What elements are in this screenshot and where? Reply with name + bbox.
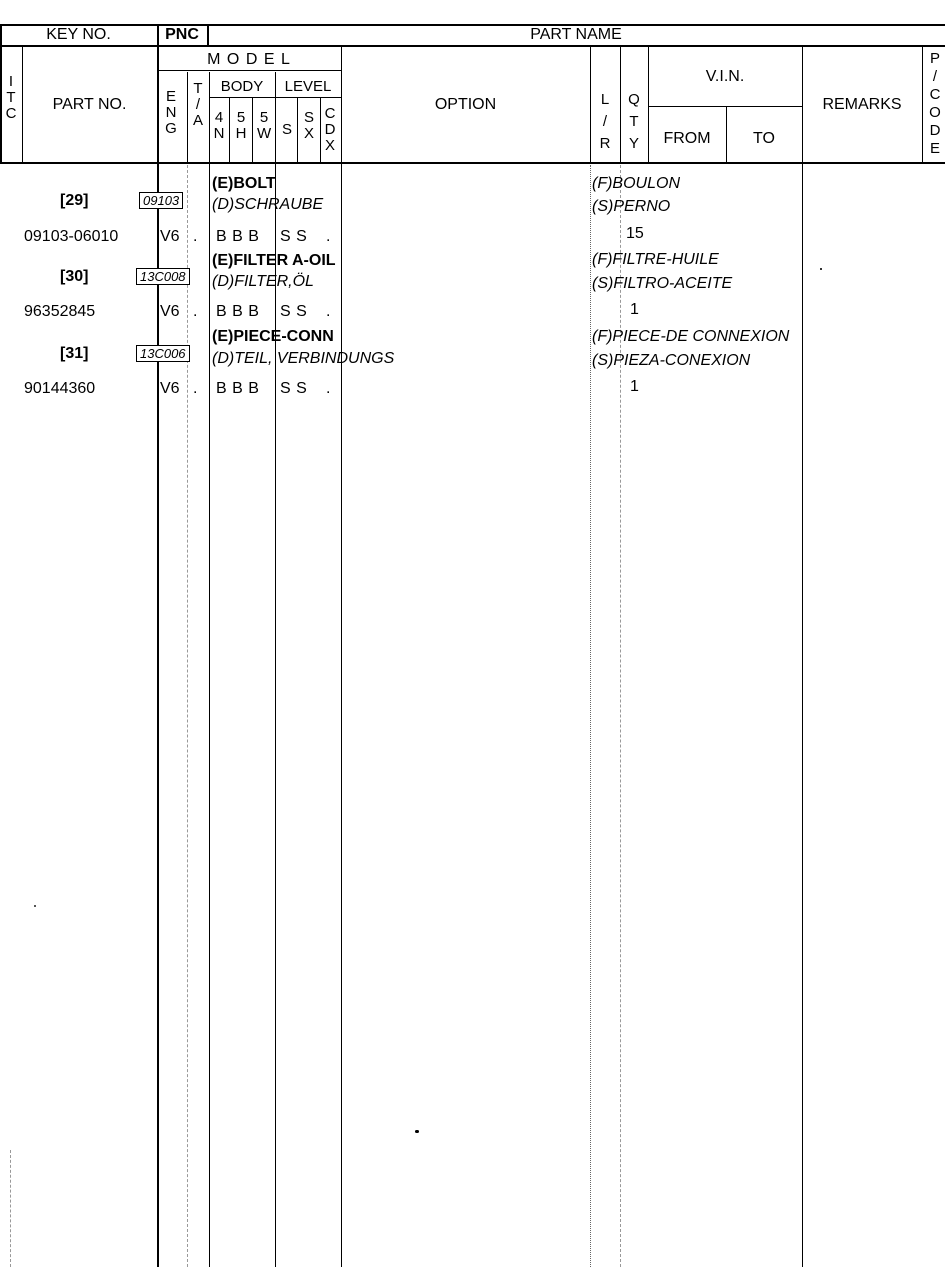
scan-speck xyxy=(415,1130,419,1133)
part-name-spanish: (S)FILTRO-ACEITE xyxy=(592,275,733,292)
to-header: TO xyxy=(753,130,775,147)
col-option-right xyxy=(590,45,591,163)
model-header: M O D E L xyxy=(207,51,291,68)
level-header: LEVEL xyxy=(284,78,332,95)
part-name-english: (E)BOLT xyxy=(212,175,276,192)
body-codes: B B B xyxy=(216,380,259,397)
itc-header: I T C xyxy=(5,73,17,122)
lr-header: L / R xyxy=(599,91,611,152)
col-lr-right xyxy=(620,45,621,163)
col-option-left xyxy=(341,45,342,1267)
part-name-spanish: (S)PIEZA-CONEXION xyxy=(592,352,751,369)
key-no: [29] xyxy=(60,192,89,209)
scan-speck xyxy=(34,905,36,907)
pnc-code: 09103 xyxy=(139,192,183,209)
part-no-header: PART NO. xyxy=(52,96,127,113)
model-rule xyxy=(157,70,341,71)
body-5h-header: 5 H xyxy=(235,109,247,142)
pnc-code: 13C006 xyxy=(136,345,190,362)
cdx-code: . xyxy=(326,303,331,320)
col-pnc-left xyxy=(157,24,159,1267)
from-header: FROM xyxy=(663,130,711,147)
ta-header: T / A xyxy=(192,80,203,129)
col-remarks-right xyxy=(922,45,923,163)
body-left-faint xyxy=(10,1150,11,1267)
body-5w-header: 5 W xyxy=(257,109,272,142)
quantity: 1 xyxy=(630,378,639,395)
body-header: BODY xyxy=(220,78,264,95)
ta-code: . xyxy=(193,303,198,320)
part-name-spanish: (S)PERNO xyxy=(592,198,671,215)
part-name-french: (F)PIECE-DE CONNEXION xyxy=(592,328,790,345)
vin-header: V.I.N. xyxy=(705,68,745,85)
col-5h-right xyxy=(252,98,253,163)
part-name-german: (D)FILTER,ÖL xyxy=(212,273,314,290)
quantity: 15 xyxy=(626,225,644,242)
part-name-english: (E)FILTER A-OIL xyxy=(212,252,336,269)
body-codes: B B B xyxy=(216,303,259,320)
option-header: OPTION xyxy=(434,96,497,113)
part-name-german: (D)TEIL, VERBINDUNGS xyxy=(212,350,395,367)
level-cdx-header: C D X xyxy=(324,105,336,154)
ta-code: . xyxy=(193,380,198,397)
part-name-french: (F)FILTRE-HUILE xyxy=(592,251,719,268)
engine-code: V6 xyxy=(160,303,180,320)
scan-speck xyxy=(820,268,822,270)
col-ta-right xyxy=(209,72,210,1267)
part-number: 09103-06010 xyxy=(24,228,119,245)
quantity: 1 xyxy=(630,301,639,318)
part-number: 90144360 xyxy=(24,380,96,397)
level-codes: S S xyxy=(280,380,307,397)
ta-code: . xyxy=(193,228,198,245)
eng-header: E N G xyxy=(165,88,177,137)
left-border xyxy=(0,24,2,163)
col-eng-right xyxy=(187,72,188,163)
engine-code: V6 xyxy=(160,380,180,397)
remarks-header: REMARKS xyxy=(822,96,902,113)
cdx-code: . xyxy=(326,228,331,245)
part-name-english: (E)PIECE-CONN xyxy=(212,328,334,345)
col-remarks-left xyxy=(802,45,803,1267)
key-no: [31] xyxy=(60,345,89,362)
qty-header: Q T Y xyxy=(628,91,640,152)
pnc-header: PNC xyxy=(165,26,199,43)
body-eng-divider xyxy=(187,165,188,1267)
body-4n-header: 4 N xyxy=(213,109,225,142)
header-row1-rule xyxy=(0,45,945,47)
vin-rule xyxy=(648,106,802,107)
pnc-code: 13C008 xyxy=(136,268,190,285)
col-sx-right xyxy=(320,98,321,163)
part-number: 96352845 xyxy=(24,303,96,320)
body-codes: B B B xyxy=(216,228,259,245)
header-bottom-rule xyxy=(0,162,945,164)
pcode-header: P / C O D E xyxy=(929,50,941,157)
part-name-french: (F)BOULON xyxy=(592,175,680,192)
cdx-code: . xyxy=(326,380,331,397)
body-option-divider xyxy=(590,165,591,1267)
level-sx-header: S X xyxy=(303,109,314,142)
level-s-header: S xyxy=(281,121,292,138)
level-codes: S S xyxy=(280,303,307,320)
key-no: [30] xyxy=(60,268,89,285)
col-4n-right xyxy=(229,98,230,163)
part-name-german: (D)SCHRAUBE xyxy=(212,196,324,213)
engine-code: V6 xyxy=(160,228,180,245)
col-s-right xyxy=(297,98,298,163)
part-name-header: PART NAME xyxy=(530,26,622,43)
level-codes: S S xyxy=(280,228,307,245)
key-no-header: KEY NO. xyxy=(46,26,111,43)
